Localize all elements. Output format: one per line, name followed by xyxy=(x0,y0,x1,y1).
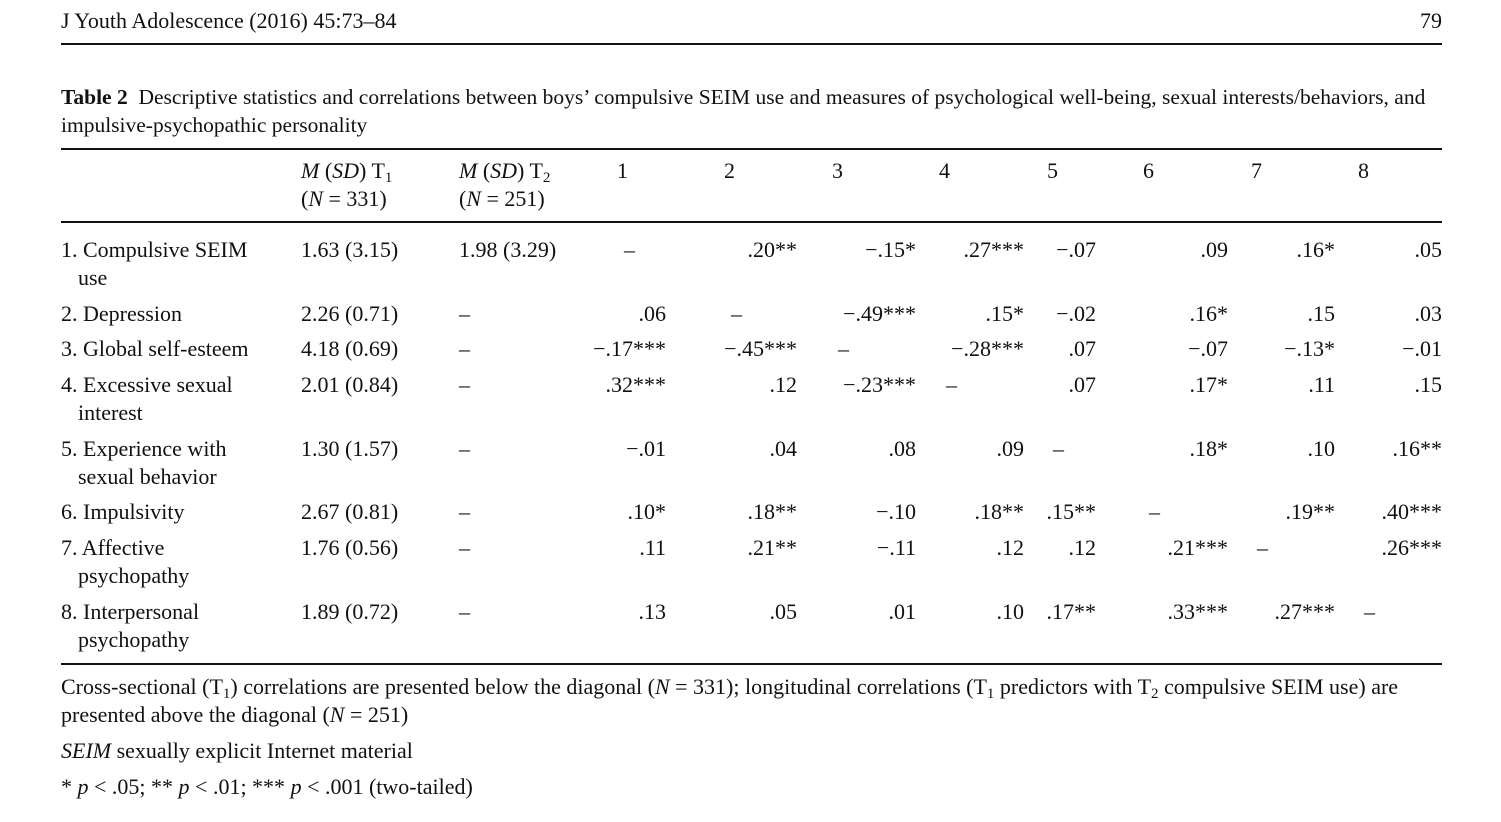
table-cell-corr-7: .10 xyxy=(1307,436,1335,461)
journal-citation: J Youth Adolescence (2016) 45:73–84 xyxy=(61,8,397,33)
table-row-label: 1. Compulsive SEIM use xyxy=(61,237,248,290)
table-cell-mean-t1: 1.89 (0.72) xyxy=(301,599,399,624)
table-cell-corr-6: .21*** xyxy=(1167,535,1228,560)
table-cell-mean-t2: 1.98 (3.29) xyxy=(459,237,557,262)
col-header-6: 6 xyxy=(1143,158,1154,183)
table-cell-corr-5: .15** xyxy=(1046,499,1096,524)
table-cell-corr-1: −.17*** xyxy=(593,336,666,361)
table-cell-mean-t2: – xyxy=(459,535,470,560)
table-cell-corr-1: .13 xyxy=(638,599,666,624)
table-cell-corr-4: −.28*** xyxy=(951,336,1024,361)
table-cell-corr-7: .27*** xyxy=(1274,599,1335,624)
table-cell-mean-t1: 2.67 (0.81) xyxy=(301,499,399,524)
table-cell-mean-t1: 1.30 (1.57) xyxy=(301,436,399,461)
table-cell-corr-1: .10* xyxy=(627,499,666,524)
table-cell-corr-2: .18** xyxy=(747,499,797,524)
table-cell-corr-5: .07 xyxy=(1068,372,1096,397)
col-header-mean-t2: M (SD) $T_2$ (N = 251) xyxy=(459,158,551,211)
table-cell-corr-4: – xyxy=(946,372,957,397)
table-cell-corr-8: .40*** xyxy=(1381,499,1442,524)
table-note-correlations: Cross-sectional $(T_1)$ correlations are presented below the diagonal (N = 331); longitudinal correlations ($T_1$ predictors with $T_2$ compulsive SEIM use) are presented above the diagonal (N = 251) xyxy=(61,674,1399,727)
table-bottom-rule xyxy=(61,663,1442,665)
table-cell-corr-4: .27*** xyxy=(963,237,1024,262)
col-header-7: 7 xyxy=(1251,158,1262,183)
table-cell-corr-2: .04 xyxy=(769,436,797,461)
table-caption-text: Descriptive statistics and correlations between boys’ compulsive SEIM use and measures of psychological well-being, sexual interests/behaviors, and impulsive-psychopathic personality xyxy=(61,85,1426,137)
table-row-label: 4. Excessive sexual interest xyxy=(61,372,233,425)
table-cell-corr-1: .32*** xyxy=(605,372,666,397)
col-header-4: 4 xyxy=(939,158,950,183)
table-cell-corr-6: .09 xyxy=(1200,237,1228,262)
table-cell-mean-t1: 4.18 (0.69) xyxy=(301,336,399,361)
table-cell-mean-t2: – xyxy=(459,499,470,524)
table-cell-corr-7: – xyxy=(1257,535,1268,560)
table-cell-mean-t2: – xyxy=(459,336,470,361)
table-cell-corr-1: .06 xyxy=(638,301,666,326)
table-cell-corr-2: .20** xyxy=(747,237,797,262)
table-label: Table 2 xyxy=(61,85,128,109)
table-cell-corr-3: −.23*** xyxy=(843,372,916,397)
table-cell-corr-2: −.45*** xyxy=(724,336,797,361)
col-header-2: 2 xyxy=(724,158,735,183)
table-cell-corr-4: .09 xyxy=(996,436,1024,461)
table-cell-corr-6: – xyxy=(1149,499,1160,524)
table-note-significance: * p < .05; ** p < .01; *** p < .001 (two-tailed) xyxy=(61,774,473,799)
table-row-label: 8. Interpersonal psychopathy xyxy=(61,599,200,652)
table-row-label: 6. Impulsivity xyxy=(61,499,185,524)
table-cell-mean-t2: – xyxy=(459,372,470,397)
page-number: 79 xyxy=(1420,8,1442,33)
table-row-label: 3. Global self-esteem xyxy=(61,336,249,361)
table-cell-corr-3: – xyxy=(838,336,849,361)
table-cell-corr-5: −.07 xyxy=(1056,237,1096,262)
table-cell-corr-7: .16* xyxy=(1296,237,1335,262)
table-cell-corr-3: .08 xyxy=(888,436,916,461)
table-cell-corr-6: .17* xyxy=(1189,372,1228,397)
table-cell-mean-t2: – xyxy=(459,301,470,326)
col-header-8: 8 xyxy=(1358,158,1369,183)
table-cell-corr-8: – xyxy=(1364,599,1375,624)
table-note-abbreviation: SEIM sexually explicit Internet material xyxy=(61,738,413,763)
col-header-3: 3 xyxy=(832,158,843,183)
col-header-1: 1 xyxy=(617,158,628,183)
table-cell-corr-1: −.01 xyxy=(626,436,666,461)
table-cell-corr-7: −.13* xyxy=(1284,336,1335,361)
table-cell-corr-7: .15 xyxy=(1307,301,1335,326)
table-cell-corr-7: .11 xyxy=(1308,372,1335,397)
table-cell-corr-2: .12 xyxy=(769,372,797,397)
table-cell-corr-6: −.07 xyxy=(1188,336,1228,361)
table-row-label: 5. Experience with sexual behavior xyxy=(61,436,227,489)
table-cell-corr-3: −.15* xyxy=(865,237,916,262)
table-cell-corr-5: .17** xyxy=(1046,599,1096,624)
table-cell-corr-5: .07 xyxy=(1068,336,1096,361)
table-cell-corr-6: .18* xyxy=(1189,436,1228,461)
table-cell-corr-8: .16** xyxy=(1392,436,1442,461)
table-row-label: 7. Affective psychopathy xyxy=(61,535,190,588)
table-cell-corr-4: .15* xyxy=(985,301,1024,326)
table-cell-corr-2: – xyxy=(731,301,742,326)
table-cell-corr-3: −.10 xyxy=(876,499,916,524)
table-cell-corr-6: .33*** xyxy=(1167,599,1228,624)
table-cell-corr-8: .15 xyxy=(1414,372,1442,397)
table-cell-mean-t1: 1.63 (3.15) xyxy=(301,237,399,262)
table-cell-corr-8: .26*** xyxy=(1381,535,1442,560)
table-cell-corr-8: −.01 xyxy=(1402,336,1442,361)
table-cell-corr-2: .21** xyxy=(747,535,797,560)
table-cell-corr-2: .05 xyxy=(769,599,797,624)
table-header-rule xyxy=(61,221,1442,223)
table-cell-corr-5: −.02 xyxy=(1056,301,1096,326)
header-rule xyxy=(61,43,1442,45)
col-header-5: 5 xyxy=(1047,158,1058,183)
table-top-rule xyxy=(61,148,1442,150)
table-cell-mean-t1: 1.76 (0.56) xyxy=(301,535,399,560)
table-row-label: 2. Depression xyxy=(61,301,182,326)
table-cell-mean-t1: 2.26 (0.71) xyxy=(301,301,399,326)
table-cell-corr-4: .12 xyxy=(996,535,1024,560)
table-cell-corr-4: .10 xyxy=(996,599,1024,624)
table-cell-corr-3: .01 xyxy=(888,599,916,624)
col-header-mean-t1: M (SD) $T_1$ (N = 331) xyxy=(301,158,393,211)
table-cell-corr-5: .12 xyxy=(1068,535,1096,560)
table-cell-mean-t1: 2.01 (0.84) xyxy=(301,372,399,397)
table-caption xyxy=(61,83,1446,139)
table-cell-corr-3: −.49*** xyxy=(843,301,916,326)
table-cell-corr-8: .03 xyxy=(1414,301,1442,326)
table-cell-corr-6: .16* xyxy=(1189,301,1228,326)
running-head xyxy=(61,6,1442,36)
table-cell-mean-t2: – xyxy=(459,436,470,461)
table-cell-corr-1: – xyxy=(624,237,635,262)
table-cell-corr-3: −.11 xyxy=(876,535,916,560)
table-cell-corr-5: – xyxy=(1053,436,1064,461)
table-cell-mean-t2: – xyxy=(459,599,470,624)
table-cell-corr-7: .19** xyxy=(1285,499,1335,524)
table-cell-corr-4: .18** xyxy=(974,499,1024,524)
table-cell-corr-8: .05 xyxy=(1414,237,1442,262)
table-cell-corr-1: .11 xyxy=(639,535,666,560)
